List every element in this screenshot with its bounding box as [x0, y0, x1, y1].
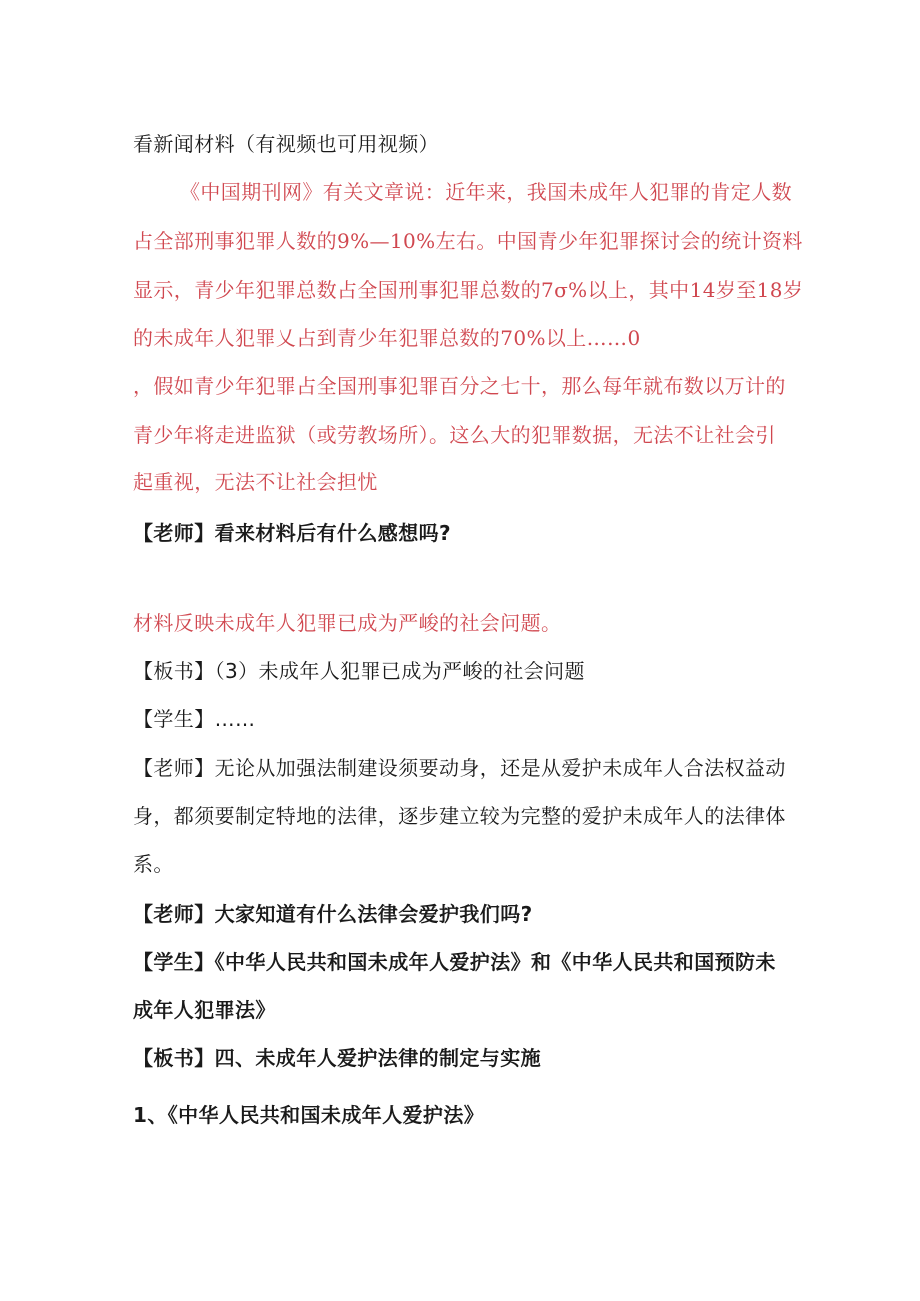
teacher-statement-line-3: 系。 — [133, 852, 174, 876]
quote-line-7: 起重视，无法不让社会担忧 — [133, 470, 378, 494]
teacher-question-2: 【老师】大家知道有什么法律会爱护我们吗? — [133, 902, 533, 926]
student-reply-2-line-2: 成年人犯罪法》 — [133, 998, 276, 1022]
board-note-2: 【板书】四、未成年人爱护法律的制定与实施 — [133, 1046, 541, 1070]
material-reflection: 材料反映未成年人犯罪已成为严峻的社会问题。 — [133, 611, 562, 635]
intro-line: 看新闻材料（有视频也可用视频） — [133, 132, 439, 156]
teacher-question-1: 【老师】看来材料后有什么感想吗? — [133, 521, 452, 545]
quote-line-1: 《中国期刊网》有关文章说：近年来，我国未成年人犯罪的肯定人数 — [180, 180, 792, 204]
quote-line-2: 占全部刑事犯罪人数的9%—10%左右。中国青少年犯罪探讨会的统计资料 — [133, 229, 803, 253]
teacher-statement-line-1: 【老师】无论从加强法制建设须要动身，还是从爱护未成年人合法权益动 — [133, 756, 786, 780]
student-reply-1: 【学生】…… — [133, 707, 256, 731]
student-reply-2-line-1: 【学生】《中华人民共和国未成年人爱护法》和《中华人民共和国预防未 — [133, 950, 776, 974]
quote-line-4: 的未成年人犯罪乂占到青少年犯罪总数的70%以上……0 — [133, 326, 641, 350]
quote-line-3: 显示，青少年犯罪总数占全国刑事犯罪总数的7σ%以上，其中14岁至18岁 — [133, 278, 804, 302]
teacher-statement-line-2: 身，都须要制定特地的法律，逐步建立较为完整的爱护未成年人的法律体 — [133, 804, 786, 828]
list-item-1: 1、《中华人民共和国未成年人爱护法》 — [133, 1103, 485, 1127]
board-note-1: 【板书】（3）未成年人犯罪已成为严峻的社会问题 — [133, 659, 585, 683]
quote-line-5: ，假如青少年犯罪占全国刑事犯罪百分之七十，那么每年就布数以万计的 — [133, 374, 786, 398]
quote-line-6: 青少年将走进监狱（或劳教场所）。这么大的犯罪数据，无法不让社会引 — [133, 423, 776, 447]
